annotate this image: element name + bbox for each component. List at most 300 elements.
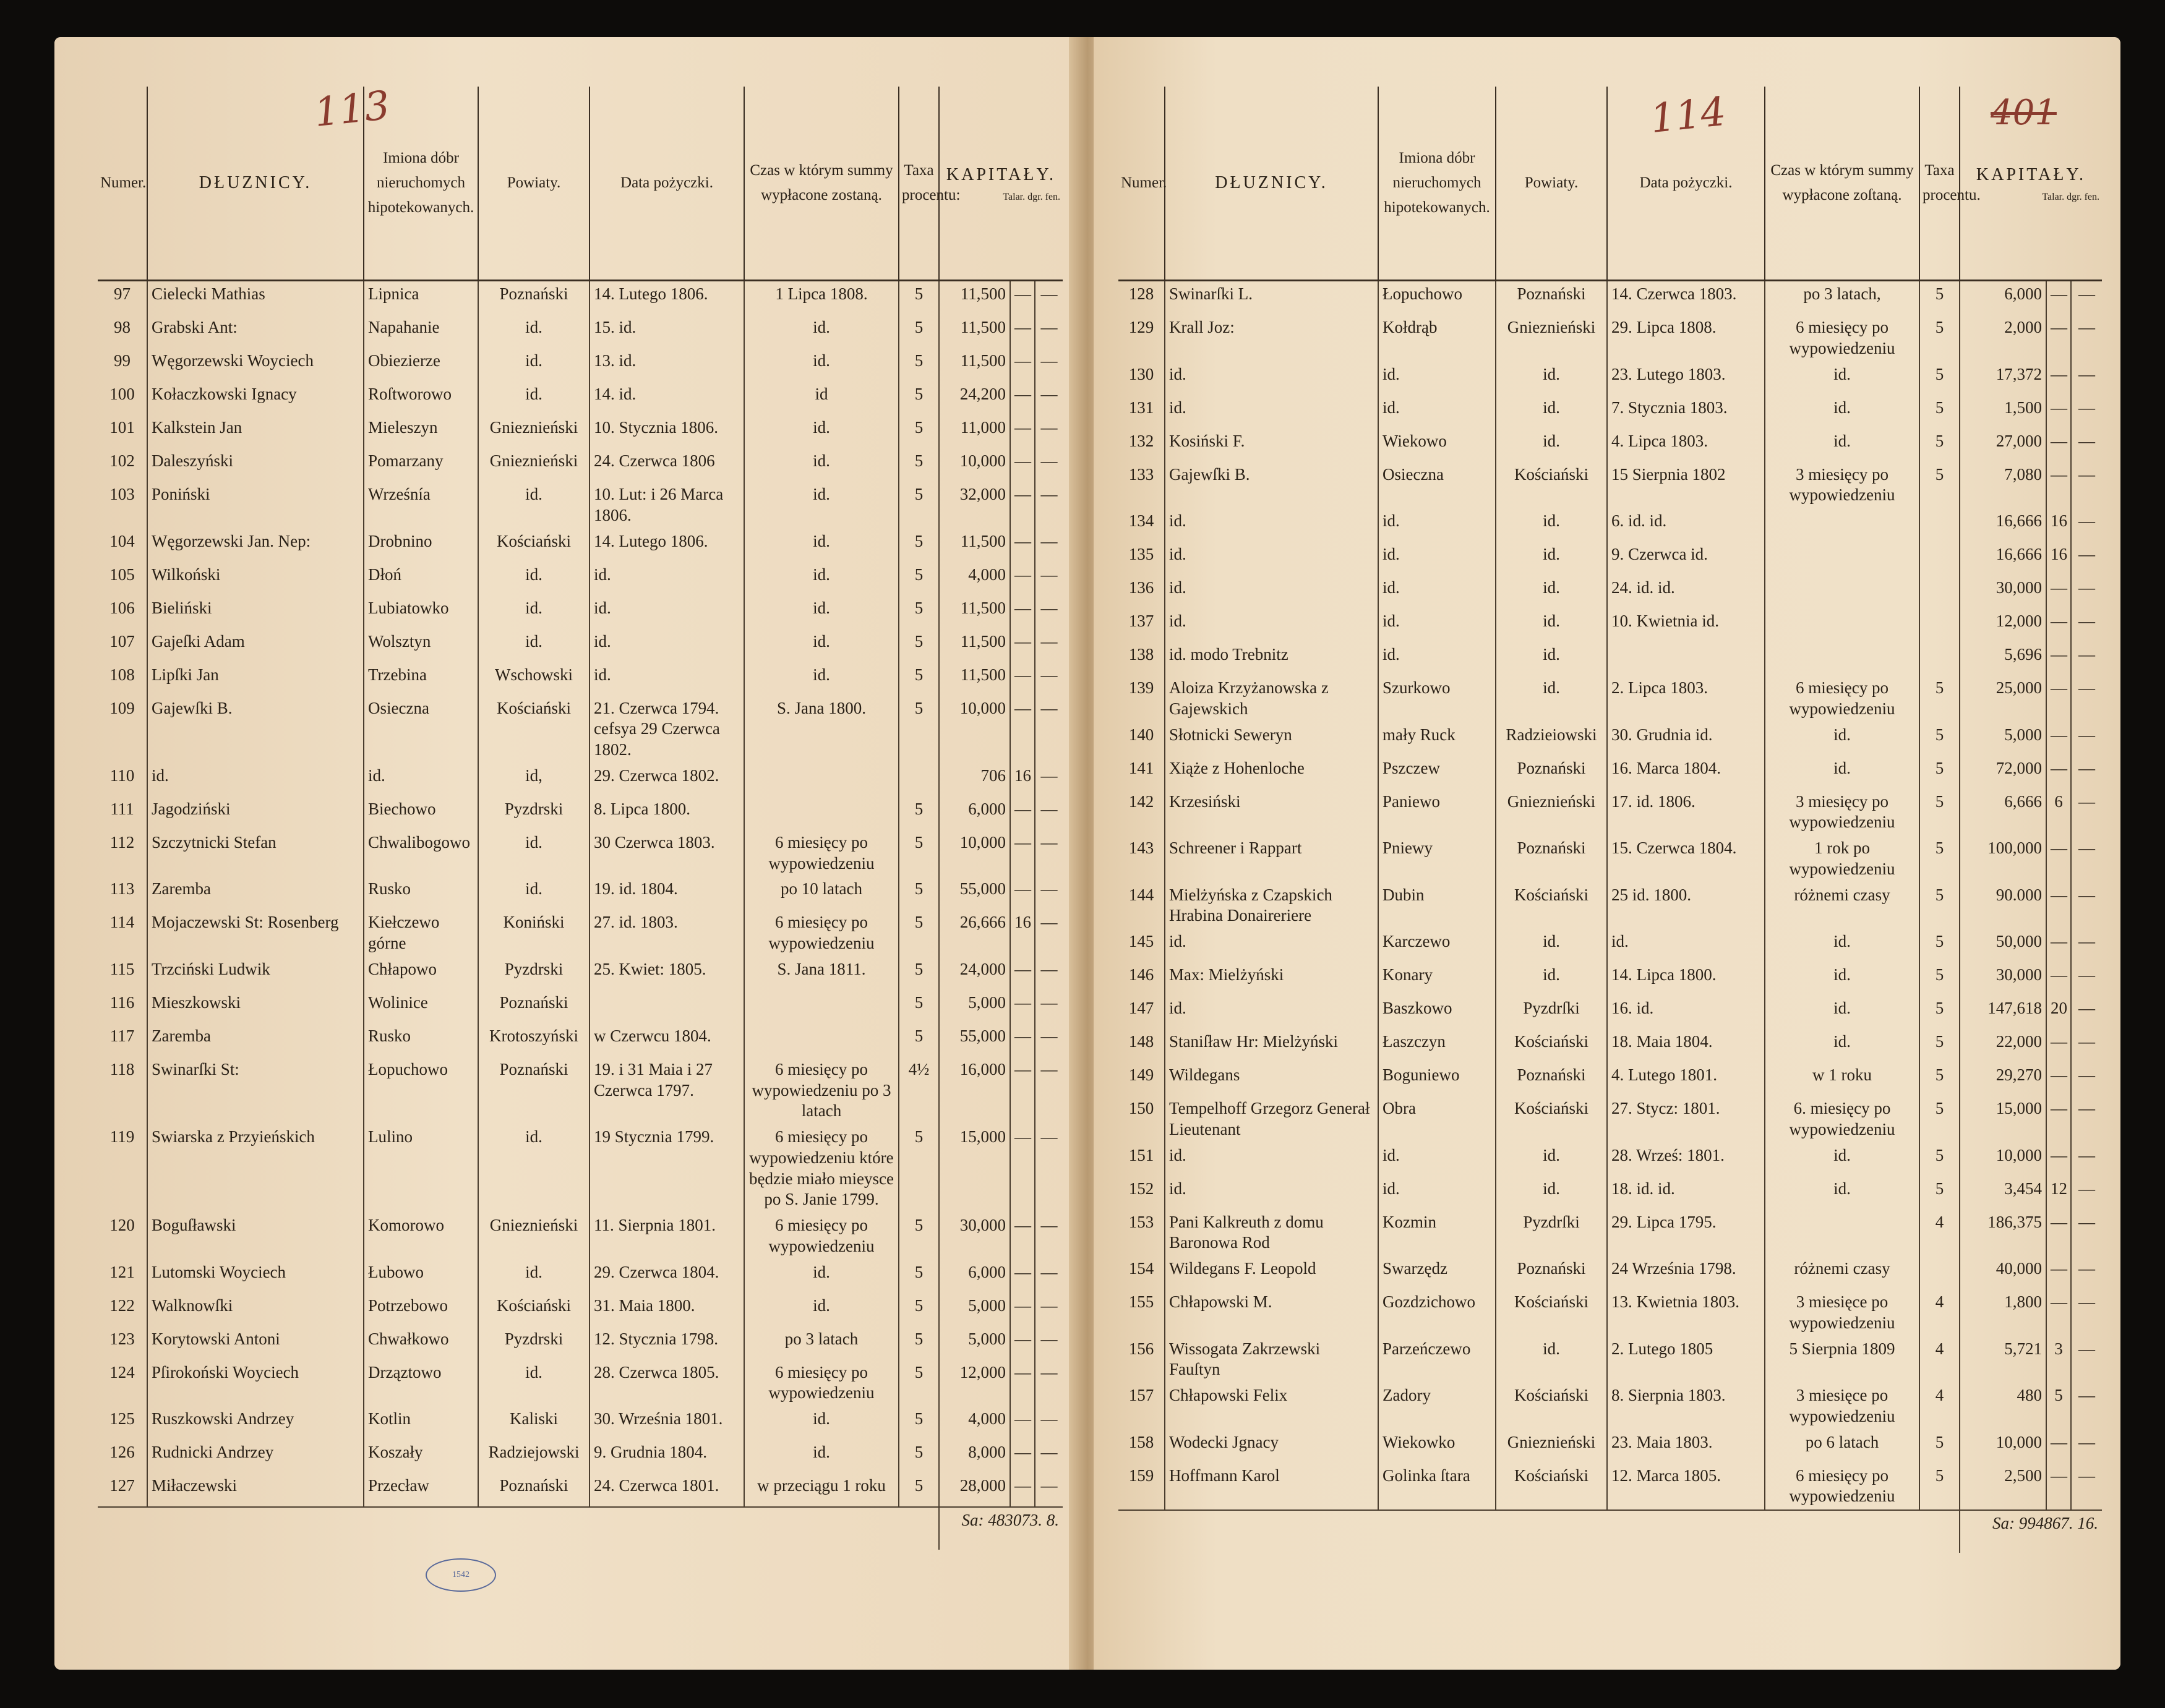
entry-number: 143 bbox=[1128, 839, 1154, 857]
capital-fenig: — bbox=[1035, 830, 1063, 877]
debtor-name: Gajewſki B. bbox=[147, 696, 364, 763]
header-taxa: Taxa procentu: bbox=[899, 87, 939, 281]
district-name: id. bbox=[1496, 508, 1607, 542]
entry-number: 111 bbox=[110, 799, 134, 818]
loan-date: 28. Wrześ: 1801. bbox=[1607, 1143, 1765, 1176]
capital-fenig: — bbox=[2071, 608, 2102, 642]
debtor-name: Schreener i Rappart bbox=[1165, 835, 1378, 882]
repayment-terms: id. bbox=[744, 629, 899, 662]
repayment-terms: 6. miesięcy po wypowiedzeniu bbox=[1765, 1096, 1919, 1143]
debtor-name: Mojaczewski St: Rosenberg bbox=[147, 910, 364, 957]
interest-rate: 5 bbox=[899, 1213, 939, 1260]
total-row bbox=[98, 1507, 1063, 1550]
capital-talar: 2,000 bbox=[1960, 315, 2046, 362]
ledger-row bbox=[1118, 462, 2102, 509]
loan-date: 9. Czerwca id. bbox=[1607, 542, 1765, 575]
loan-date: w Czerwcu 1804. bbox=[589, 1023, 744, 1057]
capital-fenig: — bbox=[1035, 382, 1063, 415]
ledger-book bbox=[54, 37, 2120, 1670]
district-name: Pyzdrski bbox=[478, 796, 589, 830]
capital-talar: 32,000 bbox=[939, 482, 1010, 529]
capital-talar: 8,000 bbox=[939, 1440, 1010, 1473]
header-data: Data pożyczki. bbox=[1607, 87, 1765, 281]
entry-number: 123 bbox=[109, 1329, 135, 1348]
estate-name: Dubin bbox=[1378, 882, 1496, 929]
loan-date: 7. Stycznia 1803. bbox=[1607, 395, 1765, 429]
entry-number: 158 bbox=[1128, 1432, 1154, 1451]
capital-talar: 50,000 bbox=[1960, 929, 2046, 962]
estate-name: Paniewo bbox=[1378, 789, 1496, 836]
capital-fenig: — bbox=[2071, 1176, 2102, 1210]
header-numer: Numer. bbox=[1118, 87, 1165, 281]
ledger-row bbox=[98, 1213, 1063, 1260]
loan-date: 29. Lipca 1808. bbox=[1607, 315, 1765, 362]
capital-talar: 2,500 bbox=[1960, 1463, 2046, 1511]
loan-date: 18. Maia 1804. bbox=[1607, 1029, 1765, 1062]
repayment-terms: S. Jana 1811. bbox=[744, 957, 899, 990]
loan-date: 4. Lutego 1801. bbox=[1607, 1062, 1765, 1096]
ledger-row bbox=[98, 830, 1063, 877]
interest-rate: 5 bbox=[1919, 996, 1960, 1029]
entry-number: 100 bbox=[109, 385, 135, 403]
interest-rate: 5 bbox=[1919, 722, 1960, 756]
repayment-terms: id. bbox=[1765, 1176, 1919, 1210]
loan-date: 8. Sierpnia 1803. bbox=[1607, 1383, 1765, 1430]
entry-number: 138 bbox=[1128, 645, 1154, 664]
ledger-row bbox=[1118, 1210, 2102, 1257]
ledger-row bbox=[98, 990, 1063, 1023]
folio-number: 113 bbox=[312, 82, 392, 137]
estate-name: Obiezierze bbox=[364, 348, 478, 382]
entry-number: 114 bbox=[109, 913, 135, 932]
debtor-name: Wilkoński bbox=[147, 562, 364, 596]
interest-rate: 5 bbox=[899, 415, 939, 448]
repayment-terms bbox=[1765, 542, 1919, 575]
estate-name: id. bbox=[1378, 362, 1496, 395]
entry-number: 108 bbox=[109, 665, 135, 684]
estate-name: Pszczew bbox=[1378, 756, 1496, 789]
estate-name: Szurkowo bbox=[1378, 675, 1496, 722]
estate-name: Drobnino bbox=[364, 529, 478, 562]
estate-name: Dłoń bbox=[364, 562, 478, 596]
capital-fenig: — bbox=[1035, 1360, 1063, 1407]
capital-talar: 22,000 bbox=[1960, 1029, 2046, 1062]
entry-number: 97 bbox=[114, 284, 131, 303]
entry-number: 104 bbox=[109, 531, 135, 550]
district-name: id. bbox=[1496, 608, 1607, 642]
debtor-name: Daleszyński bbox=[147, 448, 364, 482]
interest-rate: 5 bbox=[899, 448, 939, 482]
interest-rate: 5 bbox=[1919, 756, 1960, 789]
estate-name: Kiełczewo górne bbox=[364, 910, 478, 957]
loan-date: 14. Lutego 1806. bbox=[589, 529, 744, 562]
loan-date: 17. id. 1806. bbox=[1607, 789, 1765, 836]
interest-rate: 5 bbox=[899, 662, 939, 696]
estate-name: Obra bbox=[1378, 1096, 1496, 1143]
capital-fenig: — bbox=[1035, 1440, 1063, 1473]
interest-rate: 5 bbox=[899, 696, 939, 763]
loan-date: 2. Lipca 1803. bbox=[1607, 675, 1765, 722]
repayment-terms: id. bbox=[744, 482, 899, 529]
loan-date: 10. Lut: i 26 Marca 1806. bbox=[589, 482, 744, 529]
debtor-name: Kalkstein Jan bbox=[147, 415, 364, 448]
capital-talar: 11,500 bbox=[939, 529, 1010, 562]
district-name: Kościański bbox=[1496, 1383, 1607, 1430]
ledger-row bbox=[98, 696, 1063, 763]
capital-fenig: — bbox=[2071, 508, 2102, 542]
repayment-terms: 1 Lipca 1808. bbox=[744, 281, 899, 315]
estate-name: Komorowo bbox=[364, 1213, 478, 1260]
capital-fenig: — bbox=[1035, 763, 1063, 796]
loan-date: 12. Stycznia 1798. bbox=[589, 1326, 744, 1360]
repayment-terms: id. bbox=[744, 562, 899, 596]
capital-fenig: — bbox=[1035, 1260, 1063, 1293]
repayment-terms bbox=[744, 763, 899, 796]
ledger-row bbox=[98, 281, 1063, 315]
capital-fenig: — bbox=[1035, 1406, 1063, 1440]
folio-number: 114 bbox=[1648, 88, 1728, 143]
loan-date: 9. Grudnia 1804. bbox=[589, 1440, 744, 1473]
entry-number: 99 bbox=[114, 351, 131, 370]
debtor-name: Węgorzewski Jan. Nep: bbox=[147, 529, 364, 562]
ledger-row bbox=[1118, 962, 2102, 996]
loan-date: 13. id. bbox=[589, 348, 744, 382]
capital-fenig: — bbox=[1035, 1473, 1063, 1507]
interest-rate: 5 bbox=[899, 281, 939, 315]
estate-name: Trzebina bbox=[364, 662, 478, 696]
capital-groschen: — bbox=[2046, 1256, 2071, 1289]
capital-talar: 16,666 bbox=[1960, 508, 2046, 542]
capital-fenig: — bbox=[1035, 448, 1063, 482]
loan-date: 6. id. id. bbox=[1607, 508, 1765, 542]
ledger-row bbox=[1118, 1143, 2102, 1176]
debtor-name: Jagodziński bbox=[147, 796, 364, 830]
interest-rate: 5 bbox=[899, 596, 939, 629]
loan-date: 24 Września 1798. bbox=[1607, 1256, 1765, 1289]
capital-groschen: — bbox=[1010, 796, 1035, 830]
debtor-name: id. bbox=[1165, 608, 1378, 642]
capital-fenig: — bbox=[2071, 835, 2102, 882]
capital-talar: 15,000 bbox=[1960, 1096, 2046, 1143]
capital-fenig: — bbox=[2071, 395, 2102, 429]
capital-groschen: — bbox=[2046, 575, 2071, 608]
capital-fenig: — bbox=[1035, 1213, 1063, 1260]
estate-name: Swarzędz bbox=[1378, 1256, 1496, 1289]
estate-name: Biechowo bbox=[364, 796, 478, 830]
interest-rate: 5 bbox=[1919, 929, 1960, 962]
capital-talar: 17,372 bbox=[1960, 362, 2046, 395]
repayment-terms: id. bbox=[744, 1406, 899, 1440]
district-name: id. bbox=[478, 382, 589, 415]
debtor-name: id. bbox=[1165, 362, 1378, 395]
capital-talar: 24,200 bbox=[939, 382, 1010, 415]
capital-talar: 10,000 bbox=[939, 830, 1010, 877]
ledger-row bbox=[1118, 722, 2102, 756]
repayment-terms: po 6 latach bbox=[1765, 1430, 1919, 1463]
capital-fenig: — bbox=[1035, 696, 1063, 763]
estate-name: Wolinice bbox=[364, 990, 478, 1023]
header-kapitaly bbox=[939, 87, 1063, 281]
district-name: id. bbox=[478, 315, 589, 348]
ledger-row bbox=[98, 910, 1063, 957]
capital-groschen: — bbox=[2046, 756, 2071, 789]
interest-rate: 5 bbox=[899, 796, 939, 830]
capital-groschen: — bbox=[2046, 281, 2071, 315]
loan-date: 30. Grudnia id. bbox=[1607, 722, 1765, 756]
district-name: Poznański bbox=[1496, 281, 1607, 315]
repayment-terms: id. bbox=[744, 662, 899, 696]
capital-groschen: — bbox=[2046, 462, 2071, 509]
entry-number: 117 bbox=[109, 1026, 135, 1045]
estate-name: id. bbox=[1378, 575, 1496, 608]
debtor-name: id. bbox=[1165, 996, 1378, 1029]
loan-date: 30 Czerwca 1803. bbox=[589, 830, 744, 877]
loan-date: 13. Kwietnia 1803. bbox=[1607, 1289, 1765, 1336]
district-name: id. bbox=[1496, 362, 1607, 395]
right-page bbox=[1094, 37, 2120, 1670]
interest-rate: 5 bbox=[899, 876, 939, 910]
ledger-row bbox=[1118, 542, 2102, 575]
capital-groschen: — bbox=[2046, 642, 2071, 675]
interest-rate: 5 bbox=[899, 990, 939, 1023]
capital-fenig: — bbox=[1035, 1023, 1063, 1057]
district-name: id. bbox=[478, 1124, 589, 1213]
loan-date: 31. Maia 1800. bbox=[589, 1293, 744, 1326]
estate-name: Łaszczyn bbox=[1378, 1029, 1496, 1062]
debtor-name: Boguſławski bbox=[147, 1213, 364, 1260]
capital-talar: 5,721 bbox=[1960, 1336, 2046, 1383]
capital-fenig: — bbox=[1035, 1326, 1063, 1360]
estate-name: Wiekowko bbox=[1378, 1430, 1496, 1463]
entry-number: 125 bbox=[109, 1409, 135, 1428]
interest-rate: 5 bbox=[1919, 315, 1960, 362]
loan-date: 14. Lutego 1806. bbox=[589, 281, 744, 315]
interest-rate: 5 bbox=[1919, 429, 1960, 462]
repayment-terms: 6 miesięcy po wypowiedzeniu bbox=[1765, 675, 1919, 722]
district-name: Krotoszyński bbox=[478, 1023, 589, 1057]
entry-number: 113 bbox=[109, 879, 135, 899]
capital-talar: 7,080 bbox=[1960, 462, 2046, 509]
capital-talar: 5,000 bbox=[939, 1326, 1010, 1360]
loan-date: 30. Września 1801. bbox=[589, 1406, 744, 1440]
capital-groschen: 16 bbox=[1010, 910, 1035, 957]
capital-groschen: — bbox=[2046, 315, 2071, 362]
estate-name: Konary bbox=[1378, 962, 1496, 996]
capital-groschen: 16 bbox=[1010, 763, 1035, 796]
loan-date: 15. id. bbox=[589, 315, 744, 348]
entry-number: 157 bbox=[1128, 1386, 1154, 1404]
repayment-terms: id. bbox=[744, 1293, 899, 1326]
entry-number: 115 bbox=[109, 959, 135, 978]
repayment-terms: różnemi czasy bbox=[1765, 882, 1919, 929]
repayment-terms: id. bbox=[744, 348, 899, 382]
header-imiona: Imiona dóbr nieruchomych hipotekowanych. bbox=[1378, 87, 1496, 281]
loan-date: 25 id. 1800. bbox=[1607, 882, 1765, 929]
district-name: id. bbox=[478, 876, 589, 910]
ledger-row bbox=[98, 1360, 1063, 1407]
capital-groschen: — bbox=[2046, 608, 2071, 642]
left-ledger-table bbox=[98, 87, 1063, 1550]
ledger-row bbox=[1118, 508, 2102, 542]
capital-groschen: — bbox=[2046, 395, 2071, 429]
district-name: id. bbox=[1496, 429, 1607, 462]
interest-rate: 5 bbox=[899, 1406, 939, 1440]
capital-groschen: — bbox=[1010, 415, 1035, 448]
estate-name: mały Ruck bbox=[1378, 722, 1496, 756]
capital-fenig: — bbox=[2071, 542, 2102, 575]
interest-rate: 5 bbox=[899, 1293, 939, 1326]
capital-fenig: — bbox=[1035, 281, 1063, 315]
estate-name: id. bbox=[1378, 1176, 1496, 1210]
entry-number: 128 bbox=[1128, 284, 1154, 303]
repayment-terms: 5 Sierpnia 1809 bbox=[1765, 1336, 1919, 1383]
capital-groschen: — bbox=[1010, 1360, 1035, 1407]
header-dluznicy: DŁUZNICY. bbox=[1165, 87, 1378, 281]
estate-name: Napahanie bbox=[364, 315, 478, 348]
ledger-row bbox=[98, 796, 1063, 830]
loan-date: 28. Czerwca 1805. bbox=[589, 1360, 744, 1407]
entry-number: 151 bbox=[1128, 1145, 1154, 1164]
district-name: id. bbox=[478, 596, 589, 629]
estate-name: Kołdrąb bbox=[1378, 315, 1496, 362]
entry-number: 134 bbox=[1128, 511, 1154, 530]
ledger-row bbox=[1118, 1256, 2102, 1289]
capital-groschen: — bbox=[1010, 1326, 1035, 1360]
entry-number: 119 bbox=[109, 1127, 135, 1146]
district-name: Gnieznieński bbox=[478, 415, 589, 448]
interest-rate bbox=[1919, 575, 1960, 608]
district-name: Poznański bbox=[1496, 1062, 1607, 1096]
ledger-row bbox=[98, 1057, 1063, 1124]
entry-number: 155 bbox=[1128, 1292, 1154, 1311]
debtor-name: Gajewſki B. bbox=[1165, 462, 1378, 509]
debtor-name: Pſirokoński Woyciech bbox=[147, 1360, 364, 1407]
entry-number: 146 bbox=[1128, 965, 1154, 984]
interest-rate: 5 bbox=[1919, 1062, 1960, 1096]
estate-name: Gozdzichowo bbox=[1378, 1289, 1496, 1336]
capital-talar: 100,000 bbox=[1960, 835, 2046, 882]
debtor-name: Korytowski Antoni bbox=[147, 1326, 364, 1360]
loan-date: 23. Lutego 1803. bbox=[1607, 362, 1765, 395]
district-name: Wschowski bbox=[478, 662, 589, 696]
estate-name: Baszkowo bbox=[1378, 996, 1496, 1029]
entry-number: 149 bbox=[1128, 1065, 1154, 1084]
debtor-name: Wissogata Zakrzewski Fauſtyn bbox=[1165, 1336, 1378, 1383]
debtor-name: Cielecki Mathias bbox=[147, 281, 364, 315]
estate-name: Lulino bbox=[364, 1124, 478, 1213]
entry-number: 118 bbox=[109, 1059, 135, 1078]
district-name: Pyzdrſki bbox=[1496, 996, 1607, 1029]
district-name: Kościański bbox=[1496, 1029, 1607, 1062]
capital-talar: 26,666 bbox=[939, 910, 1010, 957]
capital-groschen: — bbox=[2046, 1463, 2071, 1511]
district-name: Poznański bbox=[478, 281, 589, 315]
estate-name: id. bbox=[1378, 542, 1496, 575]
repayment-terms: różnemi czasy bbox=[1765, 1256, 1919, 1289]
capital-groschen: — bbox=[2046, 929, 2071, 962]
estate-name: id. bbox=[1378, 395, 1496, 429]
capital-fenig: — bbox=[2071, 722, 2102, 756]
interest-rate: 5 bbox=[1919, 1029, 1960, 1062]
district-name: id. bbox=[478, 1260, 589, 1293]
loan-date: 12. Marca 1805. bbox=[1607, 1463, 1765, 1511]
capital-groschen: — bbox=[1010, 696, 1035, 763]
ledger-row bbox=[98, 1406, 1063, 1440]
capital-fenig: — bbox=[1035, 796, 1063, 830]
capital-talar: 15,000 bbox=[939, 1124, 1010, 1213]
estate-name: Łopuchowo bbox=[1378, 281, 1496, 315]
capital-groschen: — bbox=[1010, 382, 1035, 415]
right-ledger-body bbox=[1118, 281, 2102, 1511]
ledger-row bbox=[1118, 395, 2102, 429]
capital-talar: 10,000 bbox=[939, 696, 1010, 763]
debtor-name: id. bbox=[1165, 395, 1378, 429]
debtor-name: Słotnicki Seweryn bbox=[1165, 722, 1378, 756]
estate-name: Boguniewo bbox=[1378, 1062, 1496, 1096]
capital-groschen: — bbox=[1010, 448, 1035, 482]
estate-name: Drząztowo bbox=[364, 1360, 478, 1407]
estate-name: id. bbox=[1378, 608, 1496, 642]
capital-talar: 4,000 bbox=[939, 1406, 1010, 1440]
capital-talar: 10,000 bbox=[1960, 1143, 2046, 1176]
entry-number: 129 bbox=[1128, 318, 1154, 336]
repayment-terms bbox=[1765, 1210, 1919, 1257]
district-name: id. bbox=[478, 482, 589, 529]
district-name: Poznański bbox=[1496, 1256, 1607, 1289]
capital-fenig: — bbox=[2071, 675, 2102, 722]
estate-name: Zadory bbox=[1378, 1383, 1496, 1430]
capital-groschen: — bbox=[2046, 835, 2071, 882]
ledger-row bbox=[1118, 675, 2102, 722]
district-name: Poznański bbox=[1496, 835, 1607, 882]
estate-name: Wiekowo bbox=[1378, 429, 1496, 462]
capital-groschen: — bbox=[1010, 348, 1035, 382]
entry-number: 150 bbox=[1128, 1099, 1154, 1117]
debtor-name: Aloiza Krzyżanowska z Gajewskich bbox=[1165, 675, 1378, 722]
capital-fenig: — bbox=[2071, 1289, 2102, 1336]
interest-rate: 5 bbox=[1919, 835, 1960, 882]
debtor-name: Szczytnicki Stefan bbox=[147, 830, 364, 877]
total-row bbox=[1118, 1510, 2102, 1553]
repayment-terms: 3 miesięce po wypowiedzeniu bbox=[1765, 1383, 1919, 1430]
capital-fenig: — bbox=[2071, 1430, 2102, 1463]
ledger-row bbox=[1118, 929, 2102, 962]
right-ledger-table bbox=[1118, 87, 2102, 1553]
ledger-row bbox=[98, 1293, 1063, 1326]
repayment-terms: 3 miesięce po wypowiedzeniu bbox=[1765, 1289, 1919, 1336]
entry-number: 121 bbox=[109, 1262, 135, 1281]
estate-name: Pniewy bbox=[1378, 835, 1496, 882]
capital-fenig: — bbox=[1035, 315, 1063, 348]
entry-number: 135 bbox=[1128, 545, 1154, 563]
district-name: Gnieznieński bbox=[1496, 1430, 1607, 1463]
capital-fenig: — bbox=[1035, 1057, 1063, 1124]
capital-groschen: 20 bbox=[2046, 996, 2071, 1029]
capital-groschen: — bbox=[1010, 1406, 1035, 1440]
capital-fenig: — bbox=[1035, 562, 1063, 596]
entry-number: 139 bbox=[1128, 678, 1154, 697]
capital-talar: 6,000 bbox=[939, 1260, 1010, 1293]
interest-rate: 5 bbox=[899, 910, 939, 957]
header-czas: Czas w którym summy wypłacone zoſtaną. bbox=[1765, 87, 1919, 281]
capital-fenig: — bbox=[2071, 929, 2102, 962]
interest-rate: 5 bbox=[899, 1260, 939, 1293]
capital-groschen: — bbox=[2046, 1062, 2071, 1096]
interest-rate: 5 bbox=[1919, 1176, 1960, 1210]
ledger-row bbox=[98, 876, 1063, 910]
capital-talar: 27,000 bbox=[1960, 429, 2046, 462]
capital-talar: 5,000 bbox=[1960, 722, 2046, 756]
